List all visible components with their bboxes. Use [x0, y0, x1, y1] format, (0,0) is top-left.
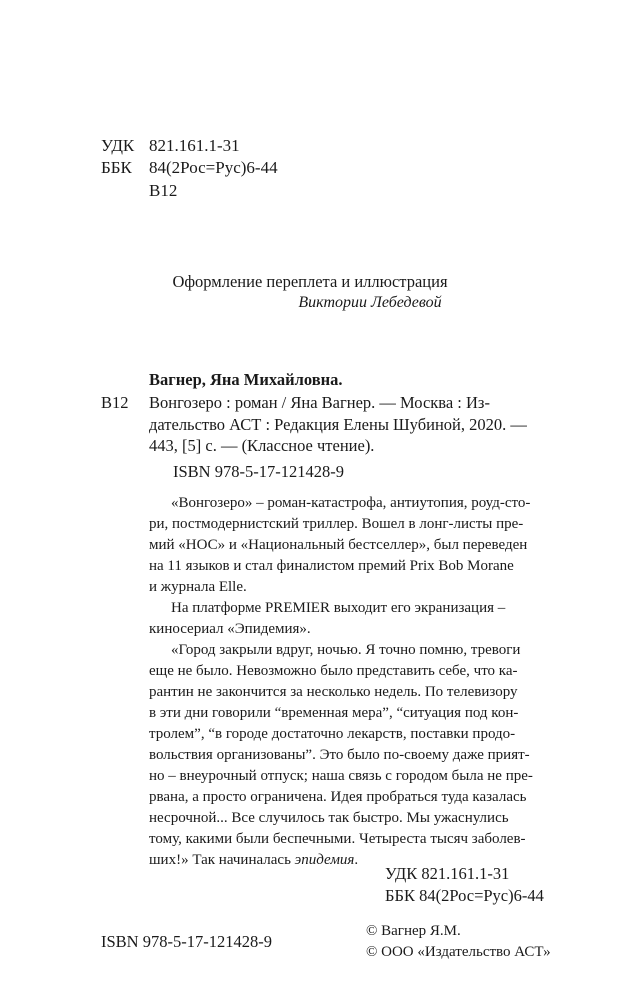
annotation-line: «Вонгозеро» – роман-катастрофа, антиутопия, роуд-сто-	[171, 495, 531, 511]
bbk-label: ББК	[101, 158, 132, 177]
copyright-publisher: © ООО «Издательство АСТ»	[366, 944, 551, 960]
annotation-line: рвана, а просто ограничена. Идея пробраться туда казалась	[149, 789, 527, 805]
isbn-record: ISBN 978-5-17-121428-9	[173, 462, 344, 481]
description-line: дательство АСТ : Редакция Елены Шубиной, 2020. —	[149, 414, 527, 434]
credits-illustrator: Виктории Лебедевой	[298, 294, 442, 311]
isbn-footer: ISBN 978-5-17-121428-9	[101, 932, 272, 951]
author-heading: Вагнер, Яна Михайловна.	[149, 370, 343, 389]
bbk-top	[101, 157, 278, 178]
copyright-author: © Вагнер Я.М.	[366, 923, 461, 939]
description	[149, 392, 559, 457]
annotation-line: мий «НОС» и «Национальный бестселлер», был переведен	[149, 537, 528, 553]
udk-footer: УДК 821.161.1-31	[385, 864, 510, 883]
author-mark: В12	[101, 393, 129, 412]
annotation-line: и журнала Elle.	[149, 579, 247, 595]
description-line: 443, [5] с. — (Классное чтение).	[149, 436, 375, 455]
udk-value: 821.161.1-31	[149, 136, 240, 155]
annotation-line: но – внеурочный отпуск; наша связь с городом была не пре-	[149, 768, 533, 784]
description-line: Вонгозеро : роман / Яна Вагнер. — Москва : Из-	[149, 393, 490, 412]
annotation-epidemic-word: эпидемия	[294, 852, 355, 868]
annotation-line: На платформе PREMIER выходит его экранизация –	[171, 600, 506, 616]
annotation-line: тому, какими были беспечными. Четыреста тысяч заболев-	[149, 831, 526, 847]
annotation-line: еще не было. Невозможно было представить себе, что ка-	[149, 663, 518, 679]
annotation-line: ри, постмодернистский триллер. Вошел в лонг-листы пре-	[149, 516, 524, 532]
bbk-footer: ББК 84(2Рос=Рус)6-44	[385, 886, 544, 905]
annotation-line: рантин не закончится за несколько недель. По телевизору	[149, 684, 518, 700]
annotation-line: вольствия организованы”. Это было по-своему даже прият-	[149, 747, 530, 763]
annotation	[149, 493, 533, 871]
annotation-line: киносериал «Эпидемия».	[149, 621, 311, 637]
annotation-line: тролем”, “в городе достаточно лекарств, поставки продо-	[149, 726, 516, 742]
annotation-line: на 11 языков и стал финалистом премий Prix Bob Morane	[149, 558, 514, 574]
bbk-value: 84(2Рос=Рус)6-44	[149, 158, 278, 177]
credits-line: Оформление переплета и иллюстрация	[172, 272, 448, 291]
annotation-last-text: ших!» Так начиналась	[149, 852, 291, 868]
udk-top	[101, 135, 240, 156]
udk-label: УДК	[101, 136, 135, 155]
annotation-line: в эти дни говорили “временная мера”, “ситуация под кон-	[149, 705, 519, 721]
annotation-period: .	[354, 852, 359, 868]
annotation-line: «Город закрыли вдруг, ночью. Я точно помню, тревоги	[171, 642, 521, 658]
annotation-line: несрочной... Все случилось так быстро. Мы ужаснулись	[149, 810, 509, 826]
author-mark-top: В12	[149, 181, 178, 200]
